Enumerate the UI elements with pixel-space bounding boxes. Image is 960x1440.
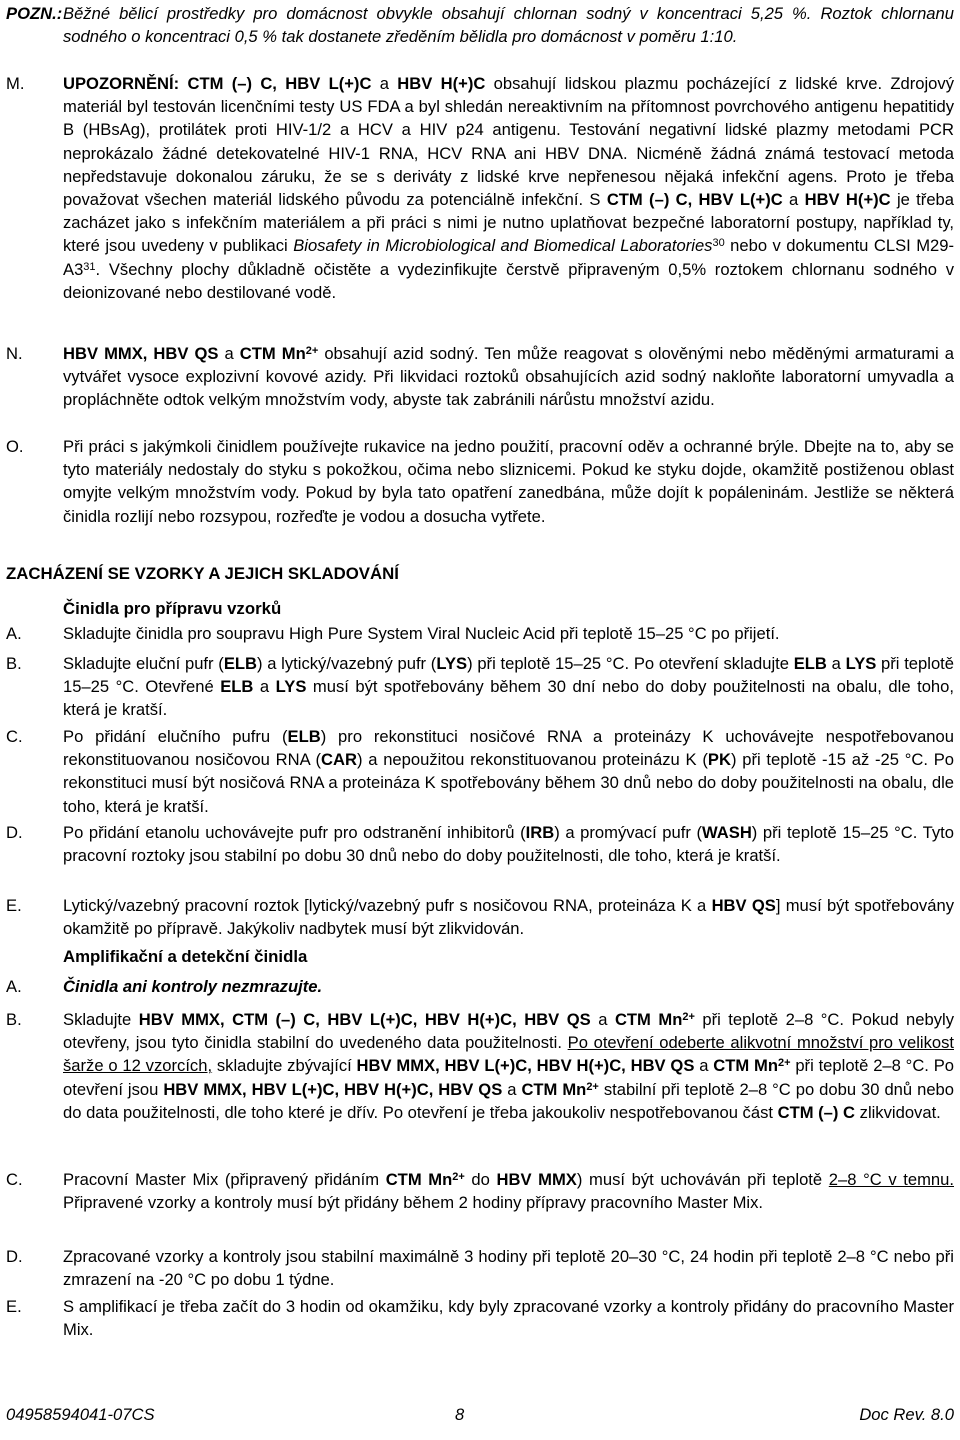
text-run: stabilní při teplotě 2–8 °C po dobu 30 dnů nebo do data použitelnosti, dle toho které je dřív. Po otevření je třeba jakoukoliv nespotřebovanou část — [63, 1079, 955, 1122]
text-run: ) při teplotě -15 až -25 °C. Po rekonstituci musí být nosičová RNA a proteináza K spotřebovány během 30 dnů nebo do doby použitelnosti na obalu, dle toho, která je kratší. — [63, 750, 954, 816]
text-run: ELB — [793, 654, 827, 673]
text-run: HBV MMX, CTM (–) C, HBV L(+)C, HBV H(+)C, HBV QS — [138, 1010, 591, 1029]
text-run: do — [464, 1170, 497, 1189]
text-run: ELB — [223, 654, 257, 673]
text-run: HBV MMX, HBV L(+)C, HBV H(+)C, HBV QS — [356, 1056, 695, 1076]
footer-page-number: 8 — [455, 1405, 465, 1424]
text-run: HBV QS — [711, 896, 776, 915]
text-run: LYS — [275, 677, 307, 697]
text-run: PK — [707, 750, 731, 770]
item-text — [63, 1295, 954, 1341]
text-run: . Všechny plochy důkladně očistěte a vydezinfikujte čerstvě připraveným 0,5% roztokem chlornanu sodného v deionizované nebo destilované vodě. — [63, 259, 954, 302]
text-run: musí být spotřebovány během 30 dní nebo do doby použitelnosti na obalu, dle toho, která je kratší. — [63, 677, 954, 720]
item-label: E. — [6, 896, 22, 915]
text-run: HBV MMX, HBV L(+)C, HBV H(+)C, HBV QS — [163, 1079, 503, 1099]
item-label: POZN.: — [6, 4, 63, 23]
text-run: skladujte zbývající — [212, 1056, 357, 1076]
text-run: Po otevření odeberte alikvotní množství pro velikost šarže o 12 vzorcích, — [63, 1033, 954, 1076]
text-run: ELB — [220, 677, 254, 697]
text-run: LYS — [845, 654, 877, 673]
text-run: a — [218, 344, 240, 363]
text-run: a — [826, 654, 846, 673]
item-label: E. — [6, 1297, 22, 1316]
text-run: a — [371, 74, 398, 93]
item-label: M. — [6, 74, 25, 93]
text-run: HBV MMX — [496, 1170, 577, 1189]
footer-revision: Doc Rev. 8.0 — [859, 1405, 954, 1424]
list-item-m — [6, 72, 954, 304]
item-text — [63, 894, 954, 940]
text-run: ) a lytický/vazebný pufr ( — [257, 654, 437, 673]
text-run: 2+ — [305, 345, 319, 357]
text-run: CTM Mn — [239, 344, 306, 363]
item-label: B. — [6, 654, 22, 673]
item-text — [63, 1008, 954, 1124]
text-run: při teplotě 2–8 °C. Pokud nebyly otevřeny, jsou tyto činidla stabilní do uvedeného data použitelnosti. — [63, 1010, 955, 1053]
list-item-d — [6, 821, 954, 867]
text-run: CTM Mn — [614, 1010, 683, 1029]
item-text — [63, 2, 954, 48]
text-run: Připravené vzorky a kontroly musí být přidány během 2 hodiny přípravy pracovního Master Mix. — [63, 1193, 764, 1213]
item-text — [63, 435, 954, 528]
list-item-d — [6, 1245, 954, 1291]
text-run: ) musí být uchováván při teplotě — [576, 1170, 829, 1189]
text-run: Skladujte eluční pufr ( — [63, 654, 224, 673]
item-text — [63, 821, 954, 867]
item-text — [63, 652, 954, 722]
item-label: D. — [6, 1247, 23, 1266]
text-run: a — [782, 190, 805, 210]
text-run: ) a promývací pufr ( — [554, 823, 703, 842]
text-run: Běžné bělicí prostředky pro domácnost obvykle obsahují chlornan sodný v koncentraci 5,25 %. Roztok chlornanu sodného o koncentraci 0,5 % tak dostanete zředěním bělidla pro domácnost v poměru 1:10. — [63, 4, 954, 47]
item-label: D. — [6, 823, 23, 842]
item-label: N. — [6, 344, 23, 363]
text-run: Skladujte činidla pro soupravu High Pure System Viral Nucleic Acid při teplotě 15–25 °C po přijetí. — [63, 624, 780, 643]
text-run: Lytický/vazebný pracovní roztok [lytický/vazebný pufr s nosičovou RNA, proteináza K a — [63, 896, 712, 915]
text-run: S amplifikací je třeba začít do 3 hodin od okamžiku, kdy byly zpracované vzorky a kontroly přidány do pracovního Master Mix. — [63, 1297, 954, 1340]
text-run: 2+ — [452, 1171, 465, 1183]
text-run: LYS — [436, 654, 468, 673]
list-item-c — [6, 1168, 954, 1214]
list-item-b — [6, 652, 954, 722]
list-item-n — [6, 342, 954, 412]
text-run: CTM (–) C — [777, 1102, 856, 1122]
list-item-o — [6, 435, 954, 528]
list-item-a — [6, 975, 954, 998]
list-item-e — [6, 894, 954, 940]
text-run: zlikvidovat. — [855, 1102, 941, 1122]
note-block — [6, 2, 954, 48]
text-run: CTM (–) C, HBV L(+)C — [187, 74, 372, 93]
text-run: ) při teplotě 15–25 °C. Tyto pracovní roztoky jsou stabilní po dobu 30 dnů nebo do doby použitelnosti, dle toho, která je kratší. — [63, 823, 954, 866]
text-run: ) při teplotě 15–25 °C. Po otevření skladujte — [467, 654, 794, 673]
text-run: při teplotě 15–25 °C. Otevřené — [63, 654, 955, 697]
item-label: B. — [6, 1010, 22, 1029]
text-run: Skladujte — [63, 1010, 139, 1029]
text-run: Biosafety in Microbiological and Biomedical Laboratories — [293, 236, 713, 256]
text-run: HBV H(+)C — [804, 190, 891, 210]
text-run: obsahují azid sodný. Ten může reagovat s olověnými nebo měděnými armaturami a vytvářet vysoce explozivní kovové azidy. Při likvidaci roztoků obsahujících azid sodný nakloňte laboratorní umyvadla a propláchněte odtok velkým množstvím vody, abyste tak zabránili nárůstu množství azidu. — [63, 344, 955, 410]
text-run: CTM (–) C, HBV L(+)C — [606, 190, 783, 210]
text-run: a — [253, 677, 276, 697]
text-run: 31 — [83, 260, 96, 273]
text-run: UPOZORNĚNÍ: — [63, 74, 180, 93]
text-run: CTM Mn — [385, 1170, 453, 1189]
text-run: 2+ — [682, 1011, 695, 1023]
item-text — [63, 72, 954, 304]
text-run: ) a nepoužitou rekonstituovanou proteinázu K ( — [356, 750, 708, 770]
item-text — [63, 1245, 954, 1291]
item-text — [63, 725, 954, 818]
item-text — [63, 622, 954, 645]
text-run: 30 — [712, 237, 725, 250]
text-run: ] musí být spotřebovány okamžitě po přípravě. Jakýkoliv nadbytek musí být zlikvidován. — [63, 896, 954, 939]
text-run: obsahují lidskou plazmu pocházející z lidské krve. Zdrojový materiál byl testován licenčními testy US FDA a byl shledán nereaktivním na přítomnost povrchového antigenu hepatitidy B (HBsAg), protilátek proti HIV-1/2 a HCV a HIV p24 antigenu. Testování negativní lidské plazmy metodami PCR neprokázalo žádné detekovatelné HIV-1 RNA, HCV RNA ani HBV DNA. Nicméně žádná známá testovací metoda nepředstavuje dokonalou záruku, že se s deriváty z lidské krve nepřenesou nějaká infekční agens. Proto je třeba považovat všechen materiál lidského původu za potenciálně infekční. S — [63, 74, 954, 210]
list-item-e — [6, 1295, 954, 1341]
item-text — [63, 1168, 954, 1214]
text-run: IRB — [525, 823, 555, 842]
text-run: Zpracované vzorky a kontroly jsou stabilní maximálně 3 hodiny při teplotě 20–30 °C, 24 hodin při teplotě 2–8 °C nebo při zmrazení na -20 °C po dobu 1 týdne. — [63, 1247, 954, 1290]
list-item-a — [6, 622, 954, 645]
text-run: Pracovní Master Mix (připravený přidáním — [63, 1170, 386, 1189]
text-run: HBV MMX, HBV QS — [63, 344, 219, 363]
text-run: při teplotě 2–8 °C. Po otevření jsou — [63, 1056, 955, 1099]
text-run: 2+ — [777, 1057, 791, 1070]
text-run: je třeba zacházet jako s infekčním materiálem a při práci s nimi je nutno uplatňovat bezpečné laboratorní postupy, například ty, které jsou uvedeny v publikaci — [63, 190, 955, 256]
text-run: a — [502, 1079, 522, 1099]
text-run: WASH — [702, 823, 752, 842]
list-item-b — [6, 1008, 954, 1124]
text-run: Po přidání elučního pufru ( — [63, 727, 288, 746]
text-run: nebo v dokumentu CLSI M29-A3 — [63, 236, 955, 279]
footer-doc-number: 04958594041-07CS — [6, 1405, 155, 1424]
list-item-c — [6, 725, 954, 818]
item-label: C. — [6, 727, 23, 746]
item-label: C. — [6, 1170, 23, 1189]
text-run: CAR — [321, 750, 357, 770]
text-run: 2–8 °C v temnu. — [828, 1170, 954, 1189]
text-run: a — [694, 1056, 714, 1076]
text-run: HBV H(+)C — [397, 74, 486, 93]
subheading-amplification-reagents: Amplifikační a detekční činidla — [63, 947, 308, 966]
section-heading: ZACHÁZENÍ SE VZORKY A JEJICH SKLADOVÁNÍ — [6, 564, 399, 583]
subheading-sample-prep-reagents: Činidla pro přípravu vzorků — [63, 599, 282, 618]
text-run: 2+ — [586, 1080, 599, 1093]
item-label: A. — [6, 624, 22, 643]
text-run: ELB — [287, 727, 321, 746]
item-text — [63, 342, 954, 412]
item-label: O. — [6, 437, 24, 456]
text-run: Po přidání etanolu uchovávejte pufr pro odstranění inhibitorů ( — [63, 823, 526, 842]
text-run: CTM Mn — [713, 1056, 778, 1076]
item-text — [63, 975, 954, 998]
text-run: a — [590, 1010, 615, 1029]
text-run: Při práci s jakýmkoli činidlem používejte rukavice na jedno použití, pracovní oděv a ochranné brýle. Dbejte na to, aby se tyto materiály nedostaly do styku s pokožkou, očima nebo sliznicemi. Pokud ke styku dojde, okamžitě postiženou oblast omyjte velkým množstvím vody. Pokud by byla tato opatření zanedbána, může dojít k popáleninám. Jestliže se některá činidla rozlijí nebo rozsypou, rozřeďte je vodou a dosucha vytřete. — [63, 437, 954, 526]
item-label: A. — [6, 977, 22, 996]
text-run: ) pro rekonstituci nosičové RNA a proteinázy K uchovávejte nespotřebovanou rekonstituovanou nosičovou RNA ( — [63, 727, 954, 770]
text-run: Činidla ani kontroly nezmrazujte. — [63, 977, 323, 996]
text-run: CTM Mn — [521, 1079, 587, 1099]
